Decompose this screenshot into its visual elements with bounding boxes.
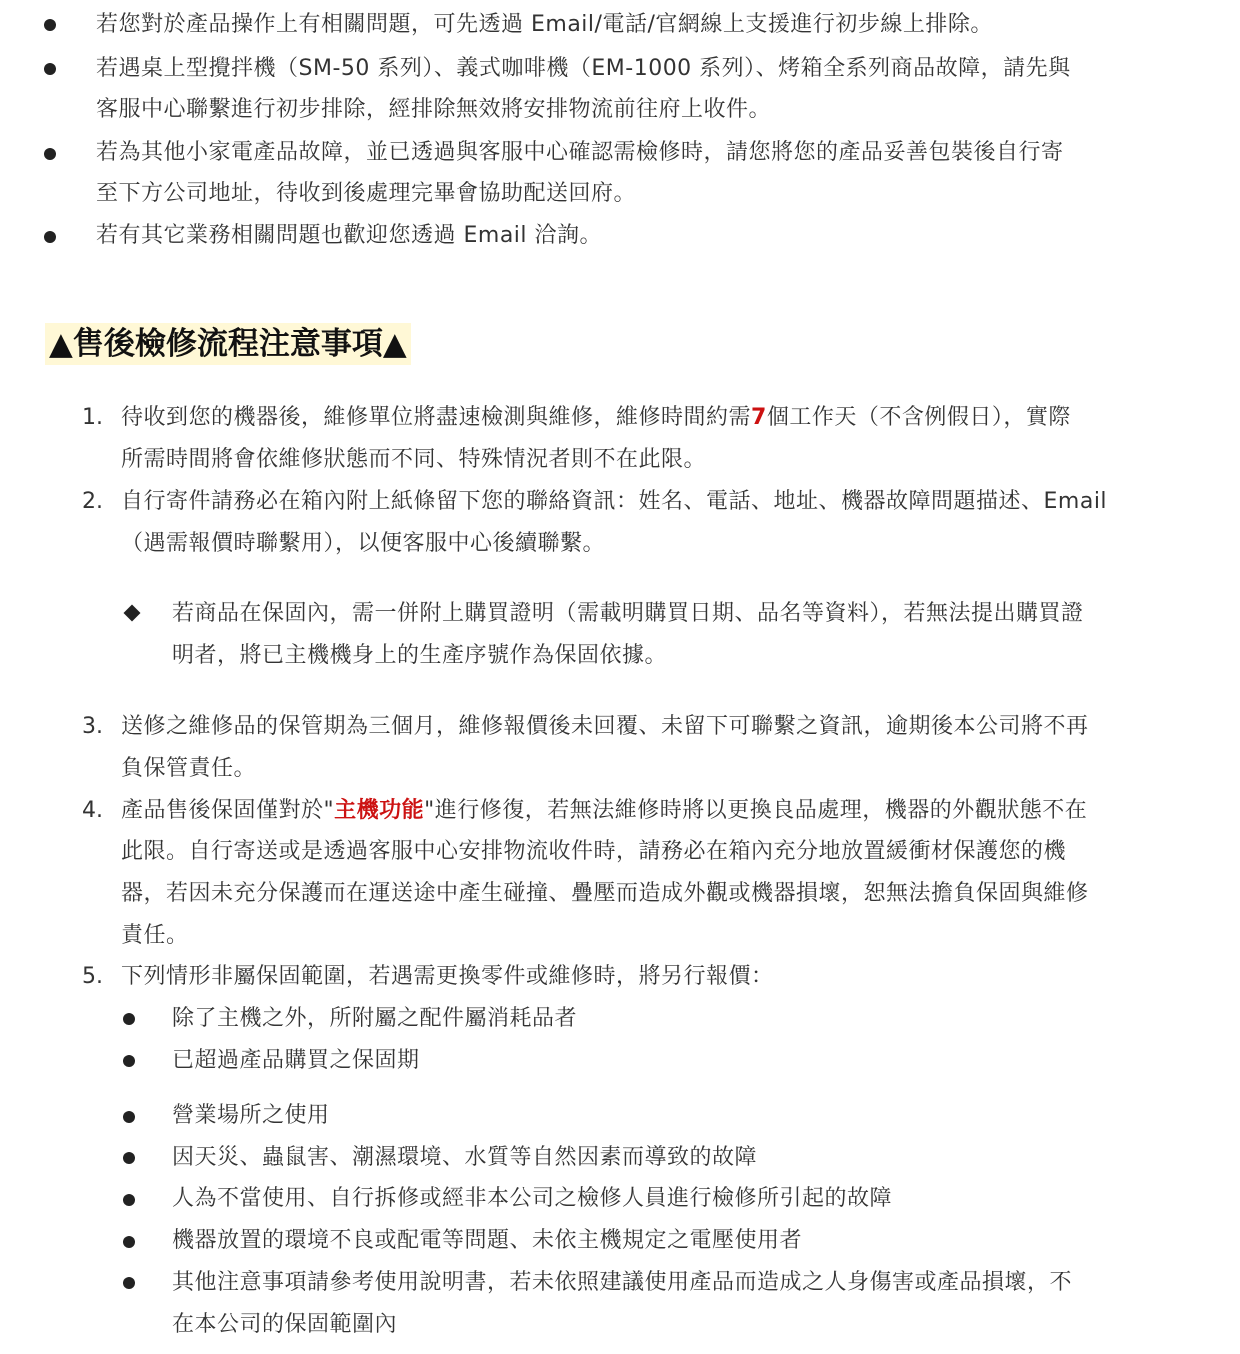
step-number: 2.: [82, 489, 103, 514]
top-bullet-text: 客服中心聯繫進行初步排除，經排除無效將安排物流前往府上收件。: [96, 97, 772, 122]
step-text-part: 產品售後保固僅對於": [121, 798, 335, 823]
bullet-mark: [123, 1236, 135, 1248]
step-text: 器，若因未充分保護而在運送途中產生碰撞、疊壓而造成外觀或機器損壞，恕無法擔負保固與維修: [121, 881, 1089, 906]
bullet-mark: [123, 1152, 135, 1164]
bullet-mark: [44, 63, 56, 75]
step-text: [121, 397, 1071, 439]
top-bullet-text: 若您對於產品操作上有相關問題，可先透過 Email/電話/官網線上支援進行初步線上排除。: [96, 12, 993, 37]
warranty-note-text: 若商品在保固內，需一併附上購買證明（需載明購買日期、品名等資料），若無法提出購買證: [172, 601, 1084, 626]
step-text-part: 個工作天（不含例假日），實際: [766, 405, 1071, 430]
step-text: 下列情形非屬保固範圍，若遇需更換零件或維修時，將另行報價：: [121, 964, 774, 989]
bullet-mark: [123, 1277, 135, 1289]
step-text: 責任。: [121, 923, 189, 948]
step-number: 4.: [82, 798, 103, 823]
bullet-mark: [44, 19, 56, 31]
bullet-mark: [123, 1194, 135, 1206]
exclusion-item: 人為不當使用、自行拆修或經非本公司之檢修人員進行檢修所引起的故障: [172, 1186, 893, 1211]
top-bullet-text: 若有其它業務相關問題也歡迎您透過 Email 洽詢。: [96, 223, 603, 248]
step-text-part: 待收到您的機器後，維修單位將盡速檢測與維修，維修時間約需: [121, 405, 752, 430]
step-text: 負保管責任。: [121, 756, 257, 781]
step-text: 此限。自行寄送或是透過客服中心安排物流收件時，請務必在箱內充分地放置緩衝材保護您的機: [121, 839, 1067, 864]
repair-days-highlight: 7: [751, 405, 767, 430]
warranty-note-text: 明者，將已主機機身上的生產序號作為保固依據。: [172, 643, 668, 668]
exclusion-item: 在本公司的保固範圍內: [172, 1312, 398, 1337]
bullet-mark: [44, 231, 56, 243]
exclusion-item: 營業場所之使用: [172, 1103, 330, 1128]
step-text: 所需時間將會依維修狀態而不同、特殊情況者則不在此限。: [121, 447, 707, 472]
step-number: 5.: [82, 964, 103, 989]
bullet-mark: [123, 1013, 135, 1025]
bullet-mark: [123, 1055, 135, 1067]
top-bullet-text: 若遇桌上型攪拌機（SM-50 系列）、義式咖啡機（EM-1000 系列）、烤箱全系列商品故障，請先與: [96, 56, 1071, 81]
exclusion-item: 已超過產品購買之保固期: [172, 1048, 420, 1073]
main-function-highlight: 主機功能: [334, 798, 425, 823]
exclusion-item: 因天災、蟲鼠害、潮濕環境、水質等自然因素而導致的故障: [172, 1145, 758, 1170]
diamond-mark: [124, 605, 141, 622]
step-text: （遇需報價時聯繫用），以便客服中心後續聯繫。: [121, 531, 606, 556]
step-text: 自行寄件請務必在箱內附上紙條留下您的聯絡資訊：姓名、電話、地址、機器故障問題描述、Email: [121, 489, 1108, 514]
exclusion-item: 其他注意事項請參考使用說明書，若未依照建議使用產品而造成之人身傷害或產品損壞，不: [172, 1270, 1073, 1295]
exclusion-item: 機器放置的環境不良或配電等問題、未依主機規定之電壓使用者: [172, 1228, 803, 1253]
step-text: [121, 790, 1087, 832]
top-bullet-text: 若為其他小家電產品故障，並已透過與客服中心確認需檢修時，請您將您的產品妥善包裝後自行寄: [96, 140, 1064, 165]
top-bullet-text: 至下方公司地址，待收到後處理完畢會協助配送回府。: [96, 181, 637, 206]
step-number: 1.: [82, 405, 103, 430]
section-heading: ▲售後檢修流程注意事項▲: [49, 326, 407, 362]
step-text-part: "進行修復，若無法維修時將以更換良品處理，機器的外觀狀態不在: [424, 798, 1088, 823]
step-text: 送修之維修品的保管期為三個月，維修報價後未回覆、未留下可聯繫之資訊，逾期後本公司將不再: [121, 714, 1089, 739]
step-number: 3.: [82, 714, 103, 739]
bullet-mark: [123, 1111, 135, 1123]
bullet-mark: [44, 148, 56, 160]
exclusion-item: 除了主機之外，所附屬之配件屬消耗品者: [172, 1006, 578, 1031]
section-heading-highlight: [45, 323, 411, 365]
